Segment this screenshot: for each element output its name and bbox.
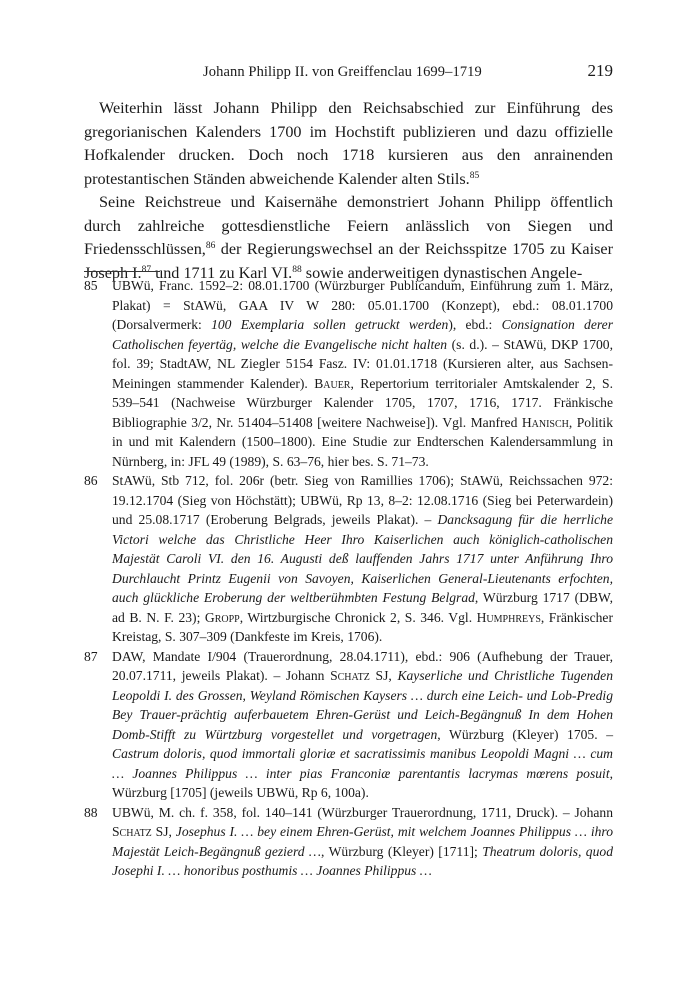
author-name: Humphreys [476, 609, 541, 625]
italic-citation: Castrum doloris, quod immortali gloriæ et sacratissimis manibus Leopoldi Magni … cum … Joannes Philippus … inter pias Franconiæ parentantis lacrymas mœrens posuit [112, 746, 613, 781]
footnote-text-run: , Würzburg [1705] (jeweils UBWü, Rp 6, 100a). [112, 765, 613, 800]
footnote-text-run: , Repertorium territorialer Amtskalender 2, S. 539–541 (Nachweise Würzburger Kalender 1705, 1707, 1716, 1717. Fränkische Bibliographie 3/2, Nr. 51404–51408 [weitere Nachweise]). Vgl. Manfred [112, 375, 613, 430]
footnote-number: 88 [84, 804, 98, 820]
paragraph-text: Weiterhin lässt Johann Philipp den Reichsabschied zur Einführung des gregorianischen Kalenders 1700 im Hochstift publizieren und dazu offizielle Hofkalender drucken. Doch noch 1718 kursieren aus den anrainenden protestantischen Ständen abweichende Kalender alten Stils. [84, 99, 613, 188]
author-name: Schatz [330, 668, 370, 683]
footnote-text-run: ), ebd.: [448, 317, 502, 332]
footnote-number: 85 [84, 278, 98, 293]
paragraph-text: sowie anderweitigen dynastischen Angele- [301, 263, 583, 282]
footnote-text-run: , Fränkischer Kreistag, S. 307–309 (Dankfeste im Kreis, 1706). [112, 609, 613, 644]
footnote-ref[interactable]: 86 [205, 241, 216, 251]
main-text [84, 97, 613, 285]
footnote-text-run: (s. d.). – StAWü, DKP 1700, fol. 39; StadtAW, NL Ziegler 5154 Fasz. IV: 01.01.1718 (Kursieren alter, aus Sachsen-Meiningen stammender Kalender). [112, 336, 613, 391]
italic-citation: Dancksagung für die herrliche Victori welche das Christliche Heer Ihro Kaiserlichen auch königlich-catholischen Majestät Caroli VI. den 16. Augusti deß lauffenden Jahrs 1717 unter Anführung Ihro Durchlaucht Printz Eugenii von Savoyen, Kaiserlichen General-Lieutenants erfochten, auch glückliche Eroberung der weltberühmbten Festung Belgrad [112, 512, 614, 605]
footnote-text-run: SJ, [151, 824, 176, 839]
author-name: Schatz [112, 824, 152, 839]
footnotes [84, 276, 613, 881]
footnote [84, 276, 613, 471]
footnote [84, 471, 613, 647]
footnote-separator [84, 271, 160, 272]
paragraph-2 [84, 191, 613, 285]
footnote-number: 86 [84, 473, 98, 488]
footnote-text-run: SJ, [369, 668, 398, 683]
italic-citation: Consignation derer Catholischen feyertäg, welche die Evangelische nicht halten [112, 317, 614, 352]
footnote-ref[interactable]: 85 [469, 170, 480, 181]
paragraph-text: der Regierungswechsel an der Reichsspitze 1705 zu Kaiser Joseph I. [84, 240, 613, 282]
running-header [93, 60, 613, 84]
footnote-text [112, 276, 613, 471]
footnote-text-run: , Politik in und mit Kalendern (1500–1800). Eine Studie zur Endterschen Kalendersammlung in Nürnberg, in: JFL 49 (1989), S. 63–76, hier bes. S. 71–73. [112, 414, 614, 469]
footnote-text-run: DAW, Mandate I/904 (Trauerordnung, 28.04.1711), ebd.: 906 (Aufhebung der Trauer, 20.07.1711, jeweils Plakat). – Johann [112, 648, 613, 683]
footnote-text-run: UBWü, Franc. 1592–2: 08.01.1700 (Würzburger Publicandum, Einführung zum 1. März, Plakat) = StAWü, GAA IV W 280: 05.01.1700 (Konzept), ebd.: 08.01.1700 (Dorsalvermerk: [112, 278, 613, 332]
footnote-text [112, 647, 613, 803]
author-name: Bauer [314, 375, 351, 391]
footnote-text [112, 803, 613, 881]
footnote-ref[interactable]: 88 [292, 264, 302, 275]
footnote-ref[interactable]: 87 [141, 264, 152, 275]
italic-citation: Josephus I. … bey einem Ehren-Gerüst, mit welchem Joannes Philippus … ihro Majestät Leich-Begängnuß gezierd … [112, 824, 614, 859]
paragraph-text: und 1711 zu Karl VI. [151, 263, 293, 282]
author-name: Hanisch [521, 414, 569, 430]
italic-citation: Theatrum doloris, quod Josephi I. … honoribus posthumis … Joannes Philippus … [112, 843, 613, 878]
footnote-text [112, 471, 613, 647]
footnote-text-run: , Wirtzburgische Chronick 2, S. 346. Vgl. [239, 609, 477, 625]
paragraph-text: Seine Reichstreue und Kaisernähe demonstriert Johann Philipp öffentlich durch zahlreiche gottesdienstliche Feiern anlässlich von Siegen und Friedensschlüssen, [84, 193, 613, 258]
page-number: 219 [587, 61, 613, 80]
footnote-text-run: , Würzburg (Kleyer) [1711]; [321, 843, 483, 859]
footnote [84, 803, 613, 881]
footnote-text-run: StAWü, Stb 712, fol. 206r (betr. Sieg von Ramillies 1706); StAWü, Reichssachen 972: 19.12.1704 (Sieg von Höchstätt); UBWü, Rp 13, 8–2: 12.08.1716 (Sieg bei Peterwardein) und 25.08.1717 (Eroberung Belgrads, jeweils Plakat). – [112, 473, 613, 527]
footnote-text-run: UBWü, M. ch. f. 358, fol. 140–141 (Würzburger Trauerordnung, 1711, Druck). – Johann [112, 804, 613, 820]
italic-citation: 100 Exemplaria sollen getruckt werden [211, 317, 449, 332]
paragraph-1 [84, 97, 613, 191]
author-name: Gropp [204, 609, 240, 625]
running-title: Johann Philipp II. von Greiffenclau 1699–1719 [203, 64, 482, 80]
footnote-text-run: , Würzburg 1717 (DBW, ad B. N. F. 23); [112, 590, 613, 625]
footnote [84, 647, 613, 803]
footnote-text-run: , Würzburg (Kleyer) 1705. – [437, 726, 613, 742]
italic-citation: Kayserliche und Christliche Tugenden Leopoldi I. des Grossen, Weyland Römischen Kaysers … durch eine Leich- und Lob-Predig Bey Trauer-prächtig auferbauetem Ehren-Gerüst und Leich-Begängnuß In dem Hohen Domb-Stifft zu Würtzburg vorgestellet und vorgetragen [112, 668, 614, 742]
footnote-number: 87 [84, 648, 98, 664]
